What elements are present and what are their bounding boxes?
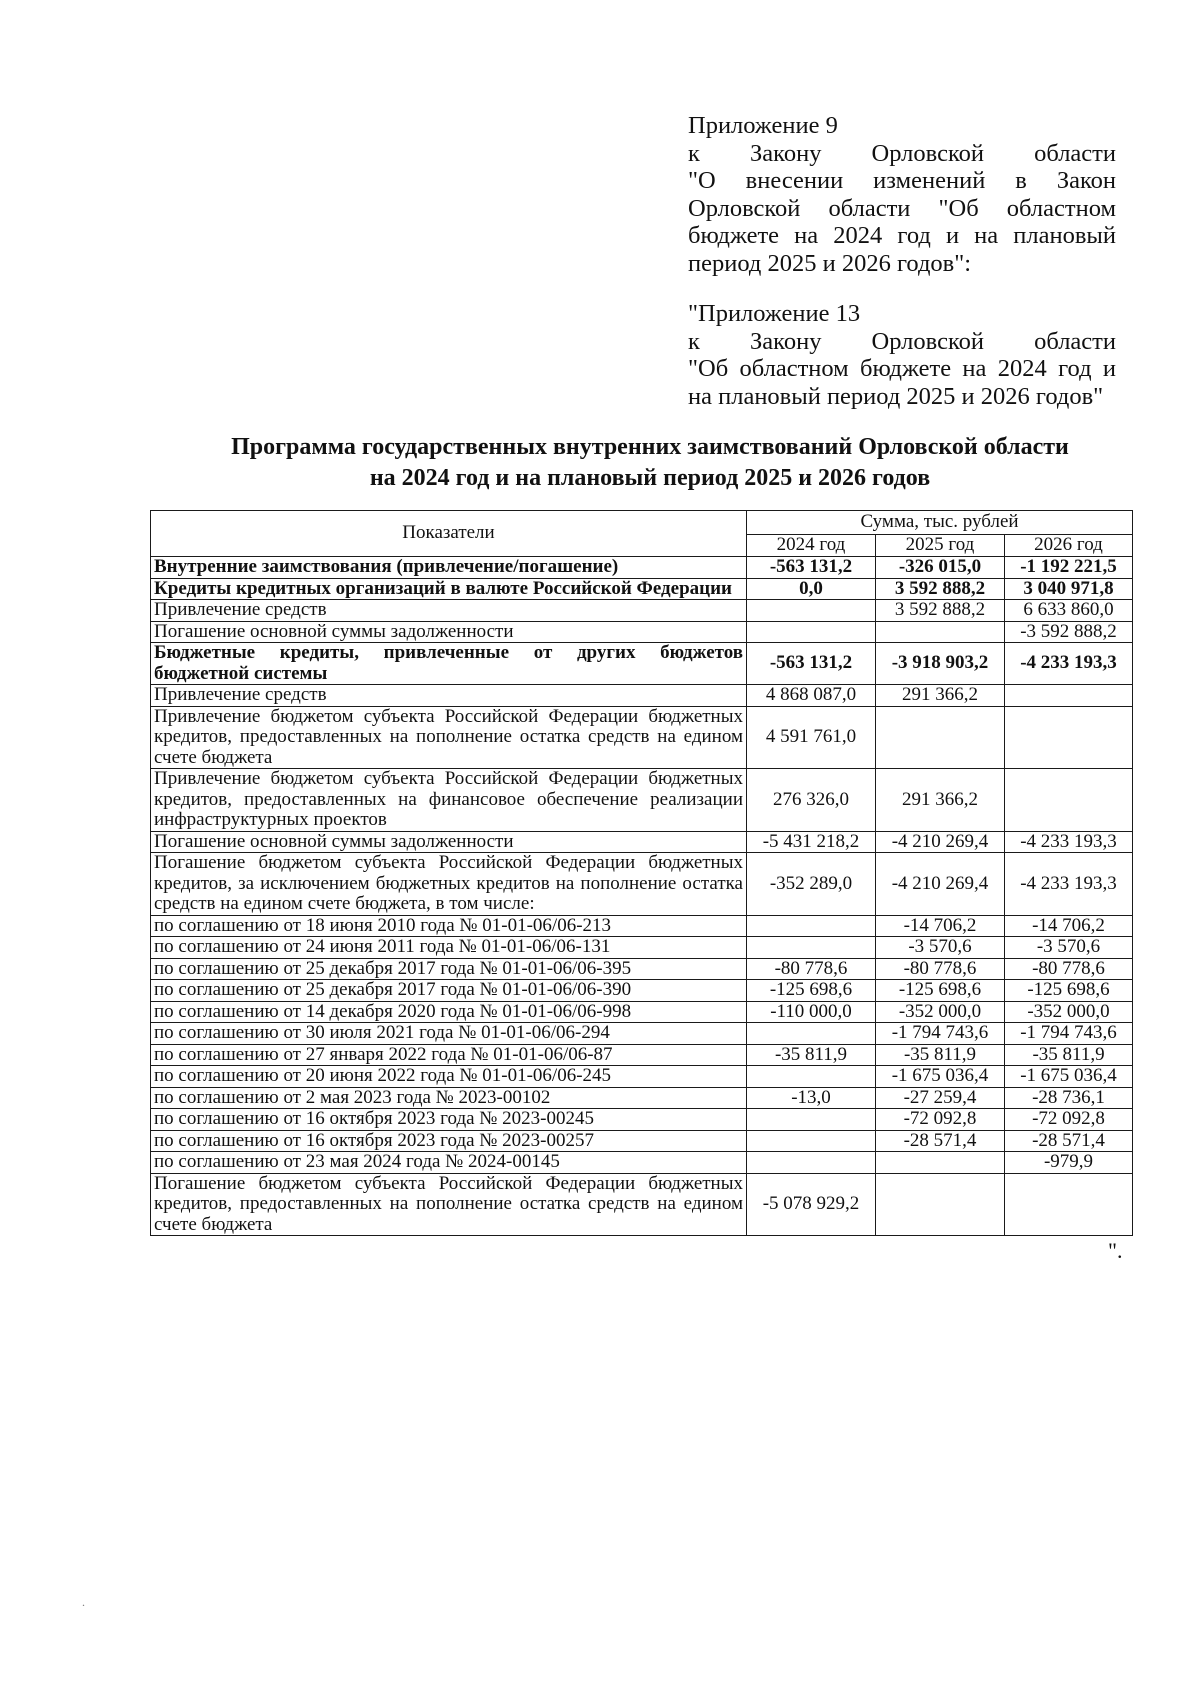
table-row: [151, 853, 1133, 916]
header-year-2024: 2024 год: [747, 535, 876, 557]
cell-2024: -125 698,6: [747, 980, 876, 1002]
cell-2025: -27 259,4: [876, 1087, 1005, 1109]
cell-2024: -352 289,0: [747, 853, 876, 916]
cell-2024: -80 778,6: [747, 958, 876, 980]
cell-2026: -3 592 888,2: [1005, 621, 1133, 643]
cell-2025: 3 592 888,2: [876, 600, 1005, 622]
header-year-2025: 2025 год: [876, 535, 1005, 557]
row-label: по соглашению от 16 октября 2023 года № 2023-00257: [151, 1130, 747, 1152]
document-title: [150, 432, 1150, 494]
row-label: Привлечение бюджетом субъекта Российской Федерации бюджетных кредитов, предоставленных на финансовое обеспечение реализации инфраструктурных проектов: [151, 769, 747, 832]
appendix-13-line-4: на плановый период 2025 и 2026 годов": [688, 382, 1104, 410]
appendix-9-line-2: к Закону Орловской области: [688, 139, 1116, 167]
table-body: [151, 557, 1133, 1236]
row-label: по соглашению от 16 октября 2023 года № 2023-00245: [151, 1109, 747, 1131]
cell-2026: 6 633 860,0: [1005, 600, 1133, 622]
cell-2026: [1005, 769, 1133, 832]
cell-2025: -14 706,2: [876, 915, 1005, 937]
row-label: по соглашению от 27 января 2022 года № 01-01-06/06-87: [151, 1044, 747, 1066]
cell-2024: [747, 1066, 876, 1088]
table-row: [151, 685, 1133, 707]
cell-2024: -5 078 929,2: [747, 1173, 876, 1236]
row-label: по соглашению от 30 июля 2021 года № 01-01-06/06-294: [151, 1023, 747, 1045]
cell-2025: -4 210 269,4: [876, 853, 1005, 916]
cell-2026: -4 233 193,3: [1005, 853, 1133, 916]
cell-2026: -3 570,6: [1005, 937, 1133, 959]
header-indicators: Показатели: [151, 511, 747, 557]
table-row: [151, 1087, 1133, 1109]
appendix-13-line-3: "Об областном бюджете на 2024 год и: [688, 355, 1116, 382]
cell-2024: -13,0: [747, 1087, 876, 1109]
cell-2026: -80 778,6: [1005, 958, 1133, 980]
cell-2025: -35 811,9: [876, 1044, 1005, 1066]
cell-2026: -125 698,6: [1005, 980, 1133, 1002]
cell-2026: -1 192 221,5: [1005, 557, 1133, 579]
cell-2025: [876, 1173, 1005, 1236]
appendix-9-line-5: бюджете на 2024 год и на плановый: [688, 222, 1116, 249]
cell-2024: [747, 600, 876, 622]
cell-2025: 291 366,2: [876, 769, 1005, 832]
cell-2024: -5 431 218,2: [747, 831, 876, 853]
row-label: Кредиты кредитных организаций в валюте Российской Федерации: [151, 578, 747, 600]
cell-2025: [876, 706, 1005, 769]
row-label: по соглашению от 23 мая 2024 года № 2024-00145: [151, 1152, 747, 1174]
cell-2024: [747, 1109, 876, 1131]
table-row: [151, 958, 1133, 980]
cell-2026: -14 706,2: [1005, 915, 1133, 937]
cell-2024: [747, 1023, 876, 1045]
cell-2024: [747, 915, 876, 937]
row-label: Привлечение средств: [151, 600, 747, 622]
appendix-9-line-6: период 2025 и 2026 годов":: [688, 249, 972, 277]
table-row: [151, 1109, 1133, 1131]
cell-2026: [1005, 1173, 1133, 1236]
appendix-9-line-3: "О внесении изменений в Закон: [688, 167, 1116, 194]
appendix-9-line-1: Приложение 9: [688, 112, 838, 139]
cell-2024: 276 326,0: [747, 769, 876, 832]
table-row: [151, 769, 1133, 832]
cell-2026: 3 040 971,8: [1005, 578, 1133, 600]
table-row: [151, 831, 1133, 853]
borrowing-program-table: [150, 510, 1133, 1236]
cell-2025: -3 918 903,2: [876, 643, 1005, 685]
cell-2025: -125 698,6: [876, 980, 1005, 1002]
cell-2025: -80 778,6: [876, 958, 1005, 980]
table-row: [151, 1044, 1133, 1066]
cell-2026: -352 000,0: [1005, 1001, 1133, 1023]
row-label: по соглашению от 25 декабря 2017 года № 01-01-06/06-395: [151, 958, 747, 980]
cell-2026: [1005, 706, 1133, 769]
row-label: Погашение основной суммы задолженности: [151, 621, 747, 643]
row-label: Погашение бюджетом субъекта Российской Федерации бюджетных кредитов, предоставленных на пополнение остатка средств на едином счете бюджета: [151, 1173, 747, 1236]
cell-2025: -352 000,0: [876, 1001, 1005, 1023]
cell-2025: -1 675 036,4: [876, 1066, 1005, 1088]
row-label: по соглашению от 14 декабря 2020 года № 01-01-06/06-998: [151, 1001, 747, 1023]
cell-2026: -1 794 743,6: [1005, 1023, 1133, 1045]
row-label: Привлечение бюджетом субъекта Российской Федерации бюджетных кредитов, предоставленных на пополнение остатка средств на едином счете бюджета: [151, 706, 747, 769]
table-row: [151, 1152, 1133, 1174]
cell-2024: 4 868 087,0: [747, 685, 876, 707]
table-row: [151, 915, 1133, 937]
row-label: Погашение основной суммы задолженности: [151, 831, 747, 853]
table-row: [151, 621, 1133, 643]
header-sum: Сумма, тыс. рублей: [747, 511, 1133, 535]
cell-2026: -4 233 193,3: [1005, 643, 1133, 685]
row-label: по соглашению от 24 июня 2011 года № 01-01-06/06-131: [151, 937, 747, 959]
cell-2026: -1 675 036,4: [1005, 1066, 1133, 1088]
closing-mark: ".: [1108, 1238, 1123, 1263]
cell-2026: [1005, 685, 1133, 707]
scan-speck: .: [82, 1595, 85, 1609]
table-row: [151, 1173, 1133, 1236]
table-row: [151, 557, 1133, 579]
cell-2026: -72 092,8: [1005, 1109, 1133, 1131]
appendix-9-line-4: Орловской области "Об областном: [688, 194, 1116, 222]
cell-2026: -28 736,1: [1005, 1087, 1133, 1109]
title-line-2: на 2024 год и на плановый период 2025 и 2026 годов: [369, 465, 931, 491]
cell-2024: [747, 1152, 876, 1174]
appendix-9-header: [688, 112, 1116, 277]
cell-2024: -35 811,9: [747, 1044, 876, 1066]
table-row: [151, 1130, 1133, 1152]
row-label: Привлечение средств: [151, 685, 747, 707]
cell-2026: -979,9: [1005, 1152, 1133, 1174]
table-row: [151, 980, 1133, 1002]
cell-2025: 3 592 888,2: [876, 578, 1005, 600]
cell-2024: -110 000,0: [747, 1001, 876, 1023]
cell-2026: -4 233 193,3: [1005, 831, 1133, 853]
header-year-2026: 2026 год: [1005, 535, 1133, 557]
appendix-13-header: [688, 300, 1116, 410]
cell-2025: -4 210 269,4: [876, 831, 1005, 853]
appendix-13-line-1: "Приложение 13: [688, 300, 861, 327]
cell-2025: -72 092,8: [876, 1109, 1005, 1131]
cell-2025: -3 570,6: [876, 937, 1005, 959]
cell-2024: [747, 621, 876, 643]
table-row: [151, 643, 1133, 685]
cell-2026: -35 811,9: [1005, 1044, 1133, 1066]
row-label: по соглашению от 2 мая 2023 года № 2023-00102: [151, 1087, 747, 1109]
cell-2025: -326 015,0: [876, 557, 1005, 579]
table-row: [151, 1001, 1133, 1023]
cell-2026: -28 571,4: [1005, 1130, 1133, 1152]
cell-2025: -28 571,4: [876, 1130, 1005, 1152]
cell-2024: 4 591 761,0: [747, 706, 876, 769]
appendix-13-line-2: к Закону Орловской области: [688, 327, 1116, 355]
cell-2024: 0,0: [747, 578, 876, 600]
row-label: по соглашению от 25 декабря 2017 года № 01-01-06/06-390: [151, 980, 747, 1002]
row-label: по соглашению от 18 июня 2010 года № 01-01-06/06-213: [151, 915, 747, 937]
table-row: [151, 706, 1133, 769]
table-row: [151, 578, 1133, 600]
table-row: [151, 1023, 1133, 1045]
table-row: [151, 1066, 1133, 1088]
cell-2025: [876, 621, 1005, 643]
title-line-1: Программа государственных внутренних заимствований Орловской области: [231, 434, 1069, 460]
cell-2024: [747, 1130, 876, 1152]
row-label: Погашение бюджетом субъекта Российской Федерации бюджетных кредитов, за исключением бюджетных кредитов на пополнение остатка средств на едином счете бюджета, в том числе:: [151, 853, 747, 916]
cell-2025: 291 366,2: [876, 685, 1005, 707]
table-row: [151, 937, 1133, 959]
borrowing-program-table-wrapper: [150, 510, 1132, 1236]
cell-2024: -563 131,2: [747, 643, 876, 685]
cell-2024: [747, 937, 876, 959]
cell-2025: -1 794 743,6: [876, 1023, 1005, 1045]
table-row: [151, 600, 1133, 622]
cell-2024: -563 131,2: [747, 557, 876, 579]
cell-2025: [876, 1152, 1005, 1174]
row-label: Бюджетные кредиты, привлеченные от других бюджетов бюджетной системы: [151, 643, 747, 685]
row-label: по соглашению от 20 июня 2022 года № 01-01-06/06-245: [151, 1066, 747, 1088]
row-label: Внутренние заимствования (привлечение/погашение): [151, 557, 747, 579]
